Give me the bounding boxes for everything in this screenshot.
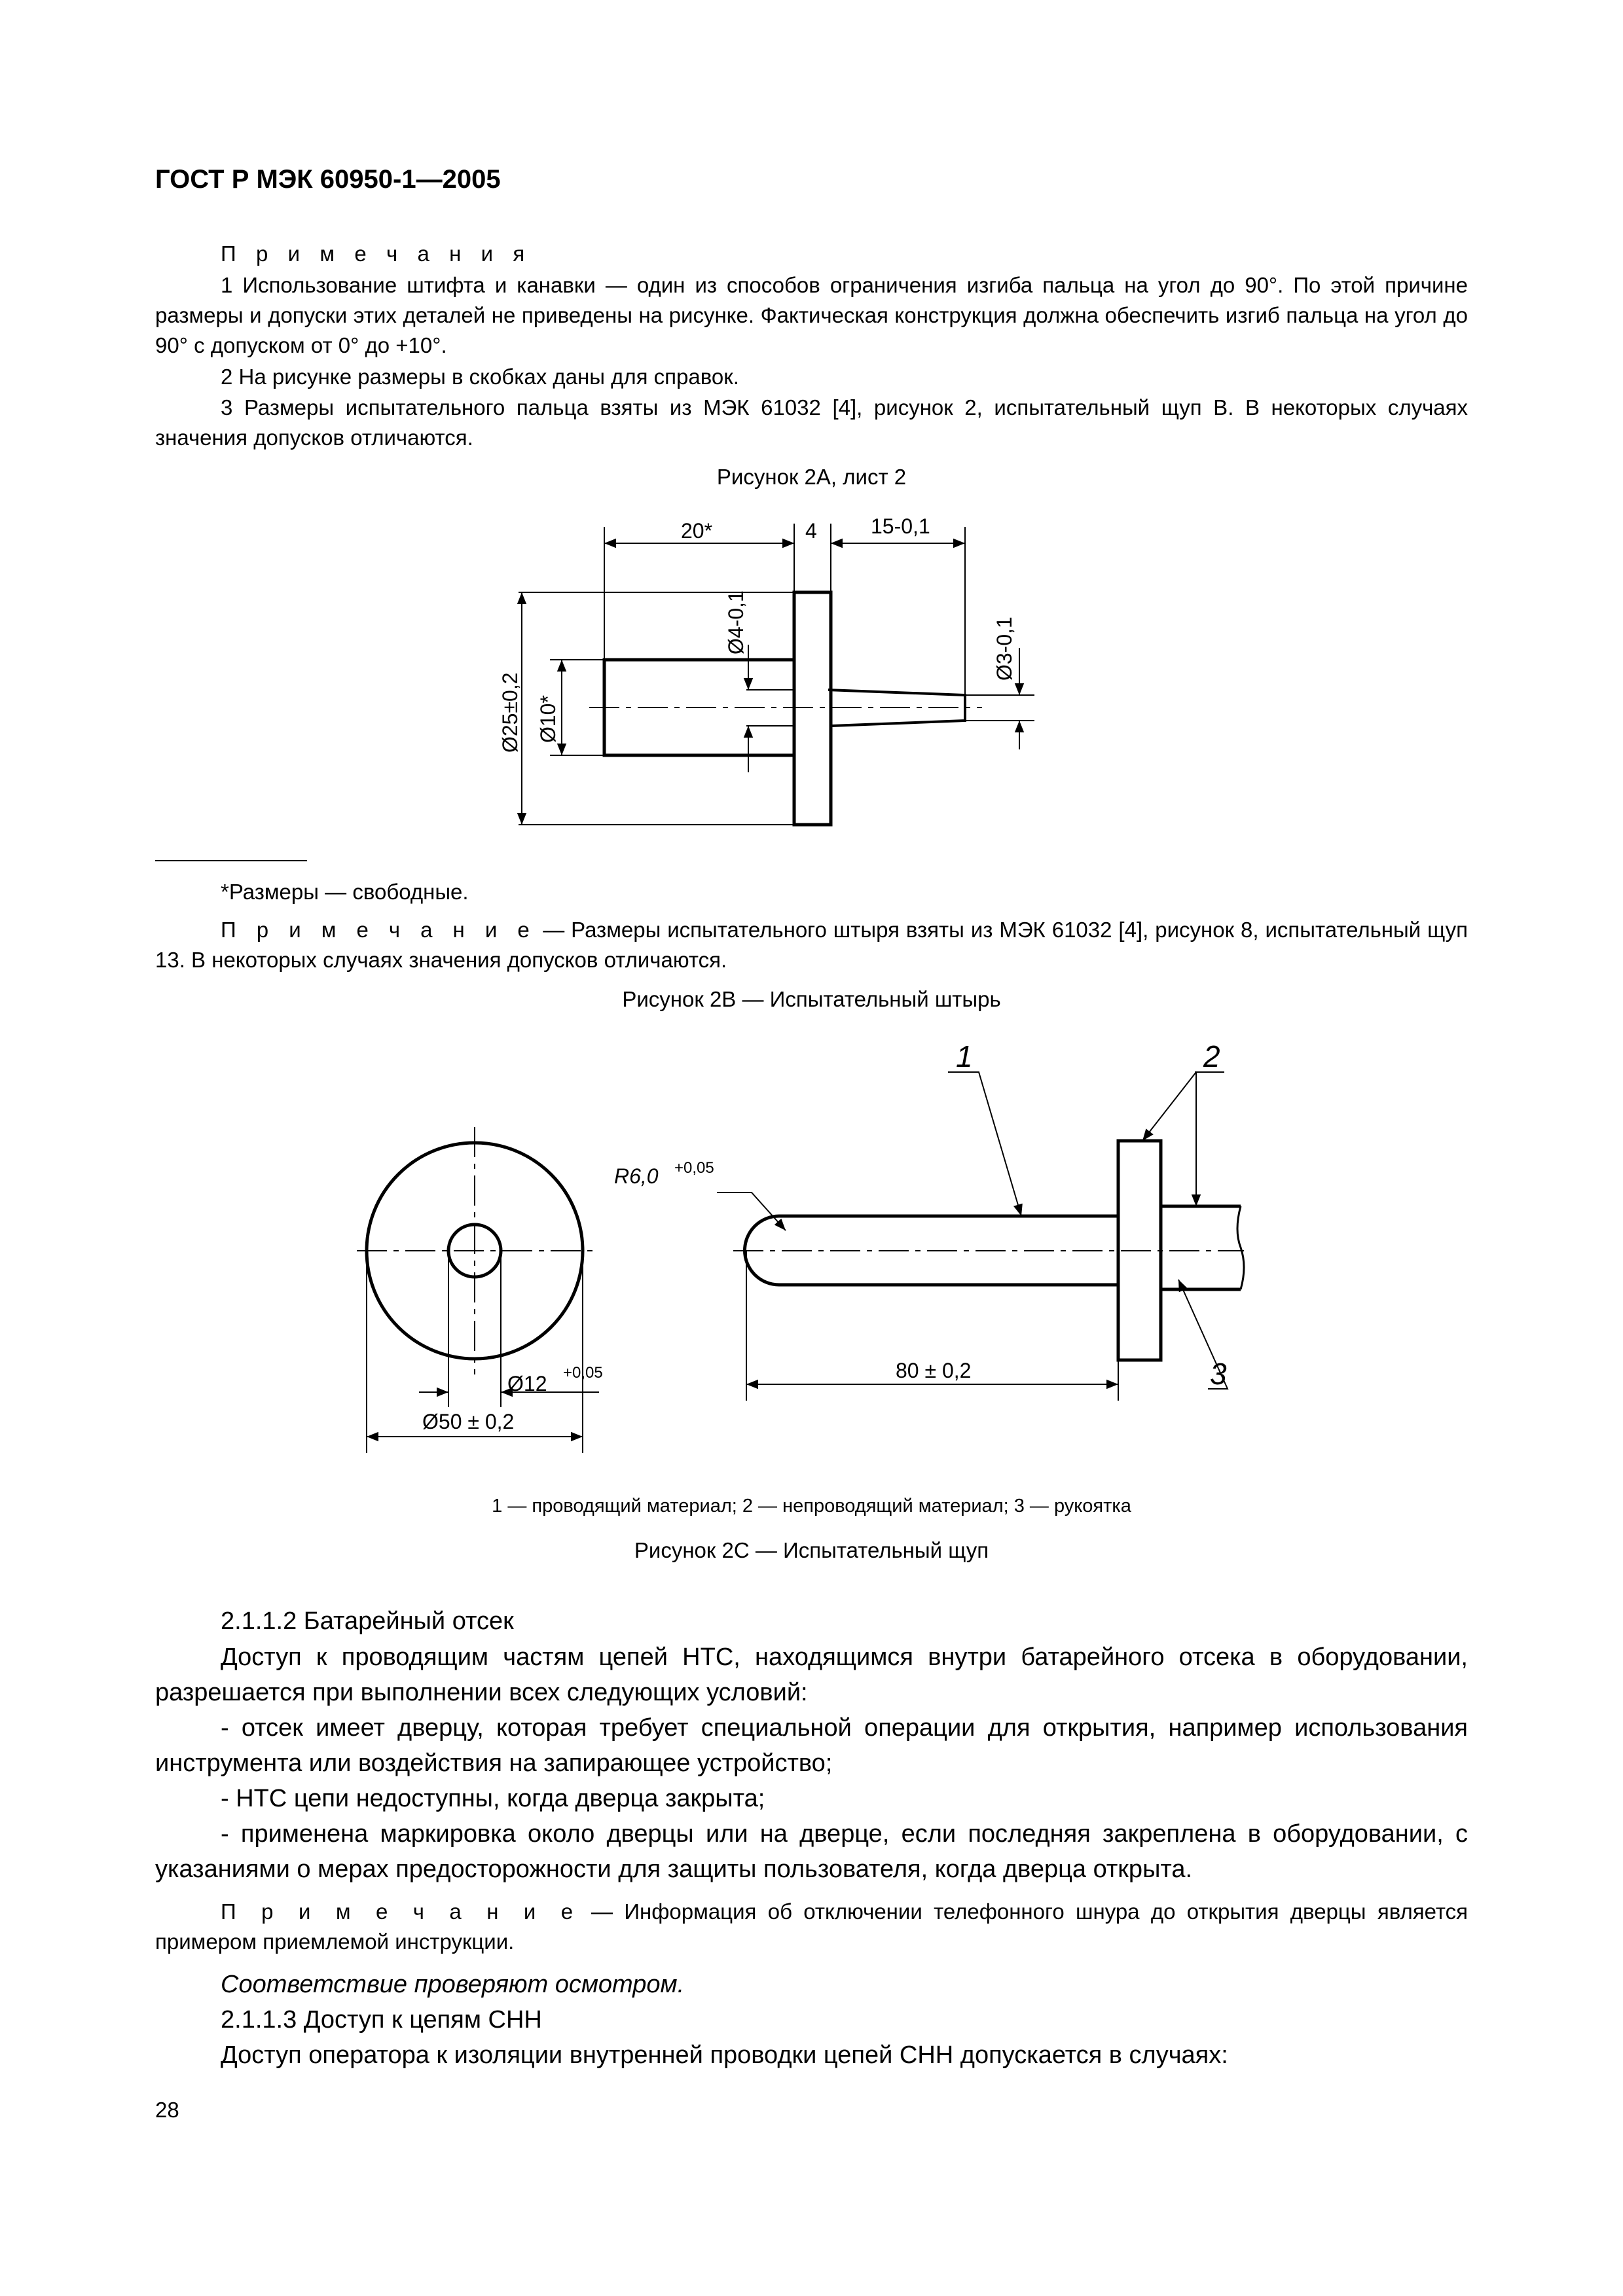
figure-2b-caption: Рисунок 2В — Испытательный штырь bbox=[622, 987, 1001, 1011]
page-number: 28 bbox=[155, 2098, 179, 2122]
footnote-note: П р и м е ч а н и е — Размеры испытательного штыря взяты из МЭК 61032 [4], рисунок 8, испытательный щуп 13. В некоторых случаях значения допусков отличаются. bbox=[155, 918, 1468, 972]
callout-3: 3 bbox=[1210, 1357, 1227, 1391]
label-radius-tol: +0,05 bbox=[674, 1159, 714, 1177]
dim-diameter-4: Ø4-0,1 bbox=[724, 590, 748, 655]
callout-1: 1 bbox=[956, 1039, 973, 1073]
dim-length-20: 20* bbox=[681, 519, 713, 543]
section-2113-title: 2.1.1.3 Доступ к цепям СНН bbox=[221, 2006, 542, 2034]
figure-2c-legend: 1 — проводящий материал; 2 — непроводящий материал; 3 — рукоятка bbox=[492, 1496, 1131, 1516]
footnote-star: *Размеры — свободные. bbox=[221, 880, 469, 904]
section-2113-intro: Доступ оператора к изоляции внутренней проводки цепей СНН допускается в случаях: bbox=[221, 2041, 1228, 2069]
notes-heading: П р и м е ч а н и я bbox=[221, 242, 532, 266]
section-2112-bullet-3: - применена маркировка около дверцы или на дверце, если последняя закреплена в оборудовании, с указаниями о мерах предосторожности для защиты пользователя, когда дверца открыта. bbox=[155, 1820, 1468, 1883]
section-2112-bullet-2: - НТС цепи недоступны, когда дверца закрыта; bbox=[221, 1785, 765, 1812]
figure-2a-caption: Рисунок 2А, лист 2 bbox=[716, 465, 907, 489]
probe-handle bbox=[1161, 1206, 1241, 1289]
label-disk-diameter: Ø50 ± 0,2 bbox=[422, 1410, 515, 1433]
note-2: 2 На рисунке размеры в скобках даны для справок. bbox=[221, 365, 739, 389]
note-1: 1 Использование штифта и канавки — один из способов ограничения изгиба пальца на угол до 90°. По этой причине размеры и допуски этих деталей не приведены на рисунке. Фактическая конструкция должна обеспечить изгиб пальца на угол до 90° с допуском от 0° до +10°. bbox=[155, 273, 1468, 357]
label-length: 80 ± 0,2 bbox=[896, 1359, 972, 1382]
figure-2c-caption: Рисунок 2С — Испытательный щуп bbox=[634, 1538, 989, 1562]
dim-length-15: 15-0,1 bbox=[871, 514, 930, 538]
dim-length-4: 4 bbox=[805, 519, 817, 543]
compliance-statement: Соответствие проверяют осмотром. bbox=[221, 1971, 685, 1998]
dim-diameter-10: Ø10* bbox=[536, 695, 560, 743]
dim-diameter-3: Ø3-0,1 bbox=[993, 617, 1016, 681]
label-radius: R6,0 bbox=[614, 1164, 659, 1188]
note-3: 3 Размеры испытательного пальца взяты из МЭК 61032 [4], рисунок 2, испытательный щуп В. В некоторых случаях значения допусков отличаются. bbox=[155, 395, 1468, 450]
document-header: ГОСТ Р МЭК 60950-1—2005 bbox=[155, 165, 501, 194]
section-2112-bullet-1: - отсек имеет дверцу, которая требует специальной операции для открытия, например использования инструмента или воздействия на запирающее устройство; bbox=[155, 1714, 1468, 1777]
label-hole-diameter: Ø12 bbox=[507, 1372, 547, 1395]
callout-2: 2 bbox=[1203, 1039, 1220, 1073]
section-2112-note: П р и м е ч а н и е — Информация об отключении телефонного шнура до открытия дверцы является примером приемлемой инструкции. bbox=[155, 1899, 1468, 1954]
section-2112-title: 2.1.1.2 Батарейный отсек bbox=[221, 1607, 514, 1635]
section-2112-intro: Доступ к проводящим частям цепей НТС, находящимся внутри батарейного отсека в оборудовании, разрешается при выполнении всех следующих условий: bbox=[155, 1643, 1468, 1706]
label-hole-tol: +0,05 bbox=[563, 1364, 603, 1382]
dim-diameter-25: Ø25±0,2 bbox=[498, 672, 522, 753]
